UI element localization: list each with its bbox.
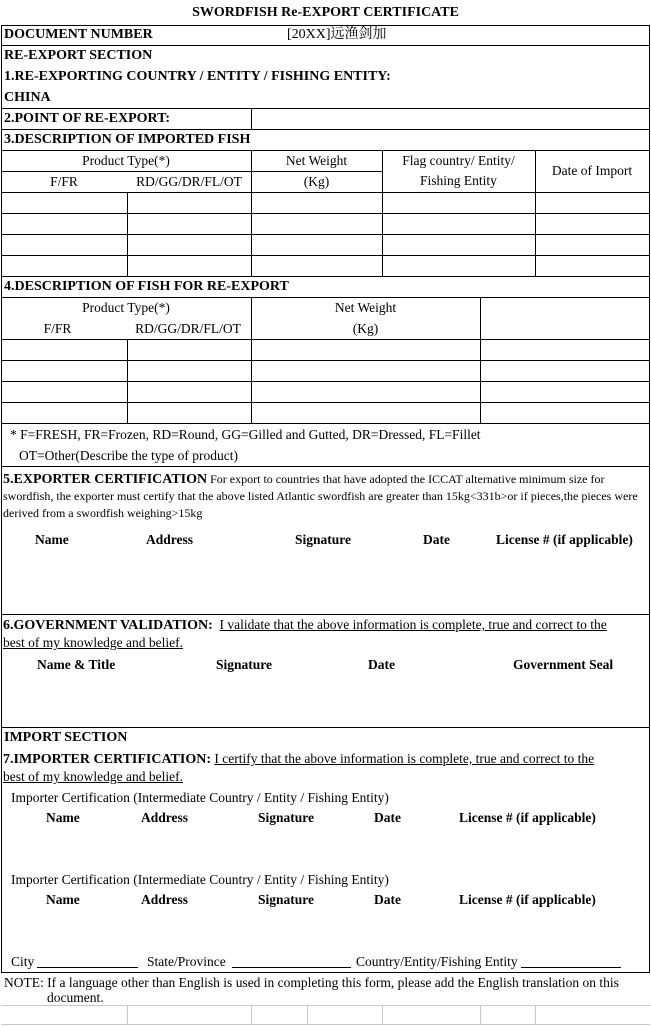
- state-label: State/Province: [147, 954, 226, 969]
- divider: [1, 276, 650, 277]
- government-validation-area[interactable]: [3, 678, 647, 725]
- gridline: [127, 1005, 128, 1025]
- importer-signature-label: Signature: [258, 810, 315, 825]
- gov-seal-label: Government Seal: [513, 657, 614, 672]
- country-label: Country/Entity/Fishing Entity: [356, 954, 518, 969]
- divider: [1, 297, 650, 298]
- document-number-label: DOCUMENT NUMBER: [4, 27, 153, 42]
- point-of-reexport-label: 2.POINT OF RE-EXPORT:: [4, 111, 171, 126]
- government-validation-text: I validate that the above information is complete, true and correct to the: [219, 617, 607, 632]
- reexporting-country-label: 1.RE-EXPORTING COUNTRY / ENTITY / FISHING ENTITY:: [4, 69, 391, 84]
- product-type-header: Product Type(*): [82, 153, 170, 168]
- exporter-license-label: License # (if applicable): [496, 532, 633, 547]
- net-weight-header: Net Weight: [334, 300, 397, 315]
- city-label: City: [11, 954, 35, 969]
- imported-net-weight-cells[interactable]: [252, 193, 381, 275]
- gridline: [307, 1005, 308, 1025]
- city-field[interactable]: [37, 967, 138, 968]
- divider: [1, 129, 650, 130]
- gov-name-title-label: Name & Title: [37, 657, 116, 672]
- importer-date-label-2: Date: [374, 892, 401, 907]
- ffr-header: F/FR: [43, 321, 72, 336]
- intermediate-label: Importer Certification (Intermediate Country / Entity / Fishing Entity): [11, 790, 389, 805]
- kg-header: (Kg): [352, 321, 379, 336]
- date-of-import-header: Date of Import: [551, 163, 633, 178]
- divider: [1, 25, 650, 26]
- gridline: [251, 1005, 252, 1025]
- net-weight-header: Net Weight: [285, 153, 348, 168]
- product-type-header: Product Type(*): [82, 300, 170, 315]
- importer-name-label: Name: [46, 810, 80, 825]
- imported-date-cells[interactable]: [536, 193, 648, 275]
- divider: [1, 423, 650, 424]
- exporter-certification-block: [3, 471, 647, 522]
- reexport-ffr-cells[interactable]: [2, 340, 126, 422]
- gridline: [1, 1005, 650, 1006]
- state-field[interactable]: [232, 967, 351, 968]
- reexport-net-weight-cells[interactable]: [252, 340, 479, 422]
- importer-certification-text-2: best of my knowledge and belief.: [3, 769, 183, 784]
- importer-certification-heading: 7.IMPORTER CERTIFICATION:: [3, 752, 211, 767]
- divider: [1, 972, 650, 973]
- point-of-reexport-field[interactable]: [252, 109, 648, 128]
- exporter-address-label: Address: [146, 532, 194, 547]
- importer-certification-line: [3, 752, 594, 767]
- footnote-codes: * F=FRESH, FR=Frozen, RD=Round, GG=Gilled and Gutted, DR=Dressed, FL=Fillet: [10, 427, 481, 442]
- gridline: [1, 1024, 650, 1025]
- divider: [649, 25, 650, 973]
- importer-address-label: Address: [141, 810, 189, 825]
- importer-license-label-2: License # (if applicable): [459, 892, 596, 907]
- imported-ffr-cells[interactable]: [2, 193, 126, 275]
- reexport-product-code-cells[interactable]: [128, 340, 250, 422]
- exporter-signature-area[interactable]: [3, 552, 647, 612]
- reexport-fish-heading: 4.DESCRIPTION OF FISH FOR RE-EXPORT: [4, 279, 289, 294]
- divider: [1, 614, 650, 615]
- gov-signature-label: Signature: [216, 657, 273, 672]
- divider: [1, 466, 650, 467]
- imported-flag-cells[interactable]: [383, 193, 534, 275]
- fishing-entity-header: Fishing Entity: [420, 173, 497, 188]
- importer-signature-area-1[interactable]: [3, 830, 647, 872]
- reexporting-country-value: CHINA: [4, 90, 51, 105]
- reexport-extra-cells[interactable]: [481, 340, 648, 422]
- ffr-header: F/FR: [50, 174, 78, 189]
- government-validation-heading: 6.GOVERNMENT VALIDATION:: [3, 618, 213, 633]
- importer-signature-label-2: Signature: [258, 892, 315, 907]
- gov-date-label: Date: [368, 657, 395, 672]
- importer-name-label-2: Name: [46, 892, 80, 907]
- divider: [1, 727, 650, 728]
- exporter-name-label: Name: [35, 532, 69, 547]
- exporter-certification-heading: 5.EXPORTER CERTIFICATION: [3, 472, 208, 487]
- divider: [1, 45, 650, 46]
- imported-fish-heading: 3.DESCRIPTION OF IMPORTED FISH: [4, 132, 251, 147]
- divider: [1, 150, 650, 151]
- gridline: [382, 1005, 383, 1025]
- rd-codes-header: RD/GG/DR/FL/OT: [135, 321, 241, 336]
- importer-address-label-2: Address: [141, 892, 189, 907]
- country-field[interactable]: [521, 967, 621, 968]
- divider: [1, 171, 382, 172]
- exporter-signature-label: Signature: [295, 532, 352, 547]
- footnote-other: OT=Other(Describe the type of product): [19, 448, 239, 463]
- document-number-value: [20XX]远渔剑加: [287, 27, 387, 42]
- import-section-heading: IMPORT SECTION: [4, 730, 128, 745]
- intermediate-label-2: Importer Certification (Intermediate Country / Entity / Fishing Entity): [11, 872, 389, 887]
- gridline: [480, 1005, 481, 1025]
- imported-product-code-cells[interactable]: [128, 193, 250, 275]
- note-line-2: document.: [47, 990, 104, 1005]
- gridline: [535, 1005, 536, 1025]
- importer-certification-text: I certify that the above information is complete, true and correct to the: [214, 751, 595, 766]
- exporter-certification-text: For export to countries that have adopted the ICCAT alternative minimum size for swordfish, the exporter must certify that the above listed Atlantic swordfish are greater than 15kg<331b>or if pieces,the pieces were derived from a swordfish weighing>15kg: [3, 472, 638, 520]
- importer-license-label: License # (if applicable): [459, 810, 596, 825]
- government-validation-text-2: best of my knowledge and belief.: [3, 635, 183, 650]
- note-line-1: NOTE: If a language other than English is used in completing this form, please add the English translation on this: [4, 975, 619, 990]
- rd-codes-header: RD/GG/DR/FL/OT: [136, 174, 242, 189]
- reexport-section-heading: RE-EXPORT SECTION: [4, 48, 153, 63]
- importer-signature-area-2[interactable]: [3, 912, 647, 952]
- certificate-title: SWORDFISH Re-EXPORT CERTIFICATE: [192, 5, 459, 20]
- exporter-date-label: Date: [423, 532, 450, 547]
- importer-date-label: Date: [374, 810, 401, 825]
- flag-country-header: Flag country/ Entity/: [402, 153, 515, 168]
- government-validation-line: [3, 618, 607, 633]
- kg-header: (Kg): [303, 174, 330, 189]
